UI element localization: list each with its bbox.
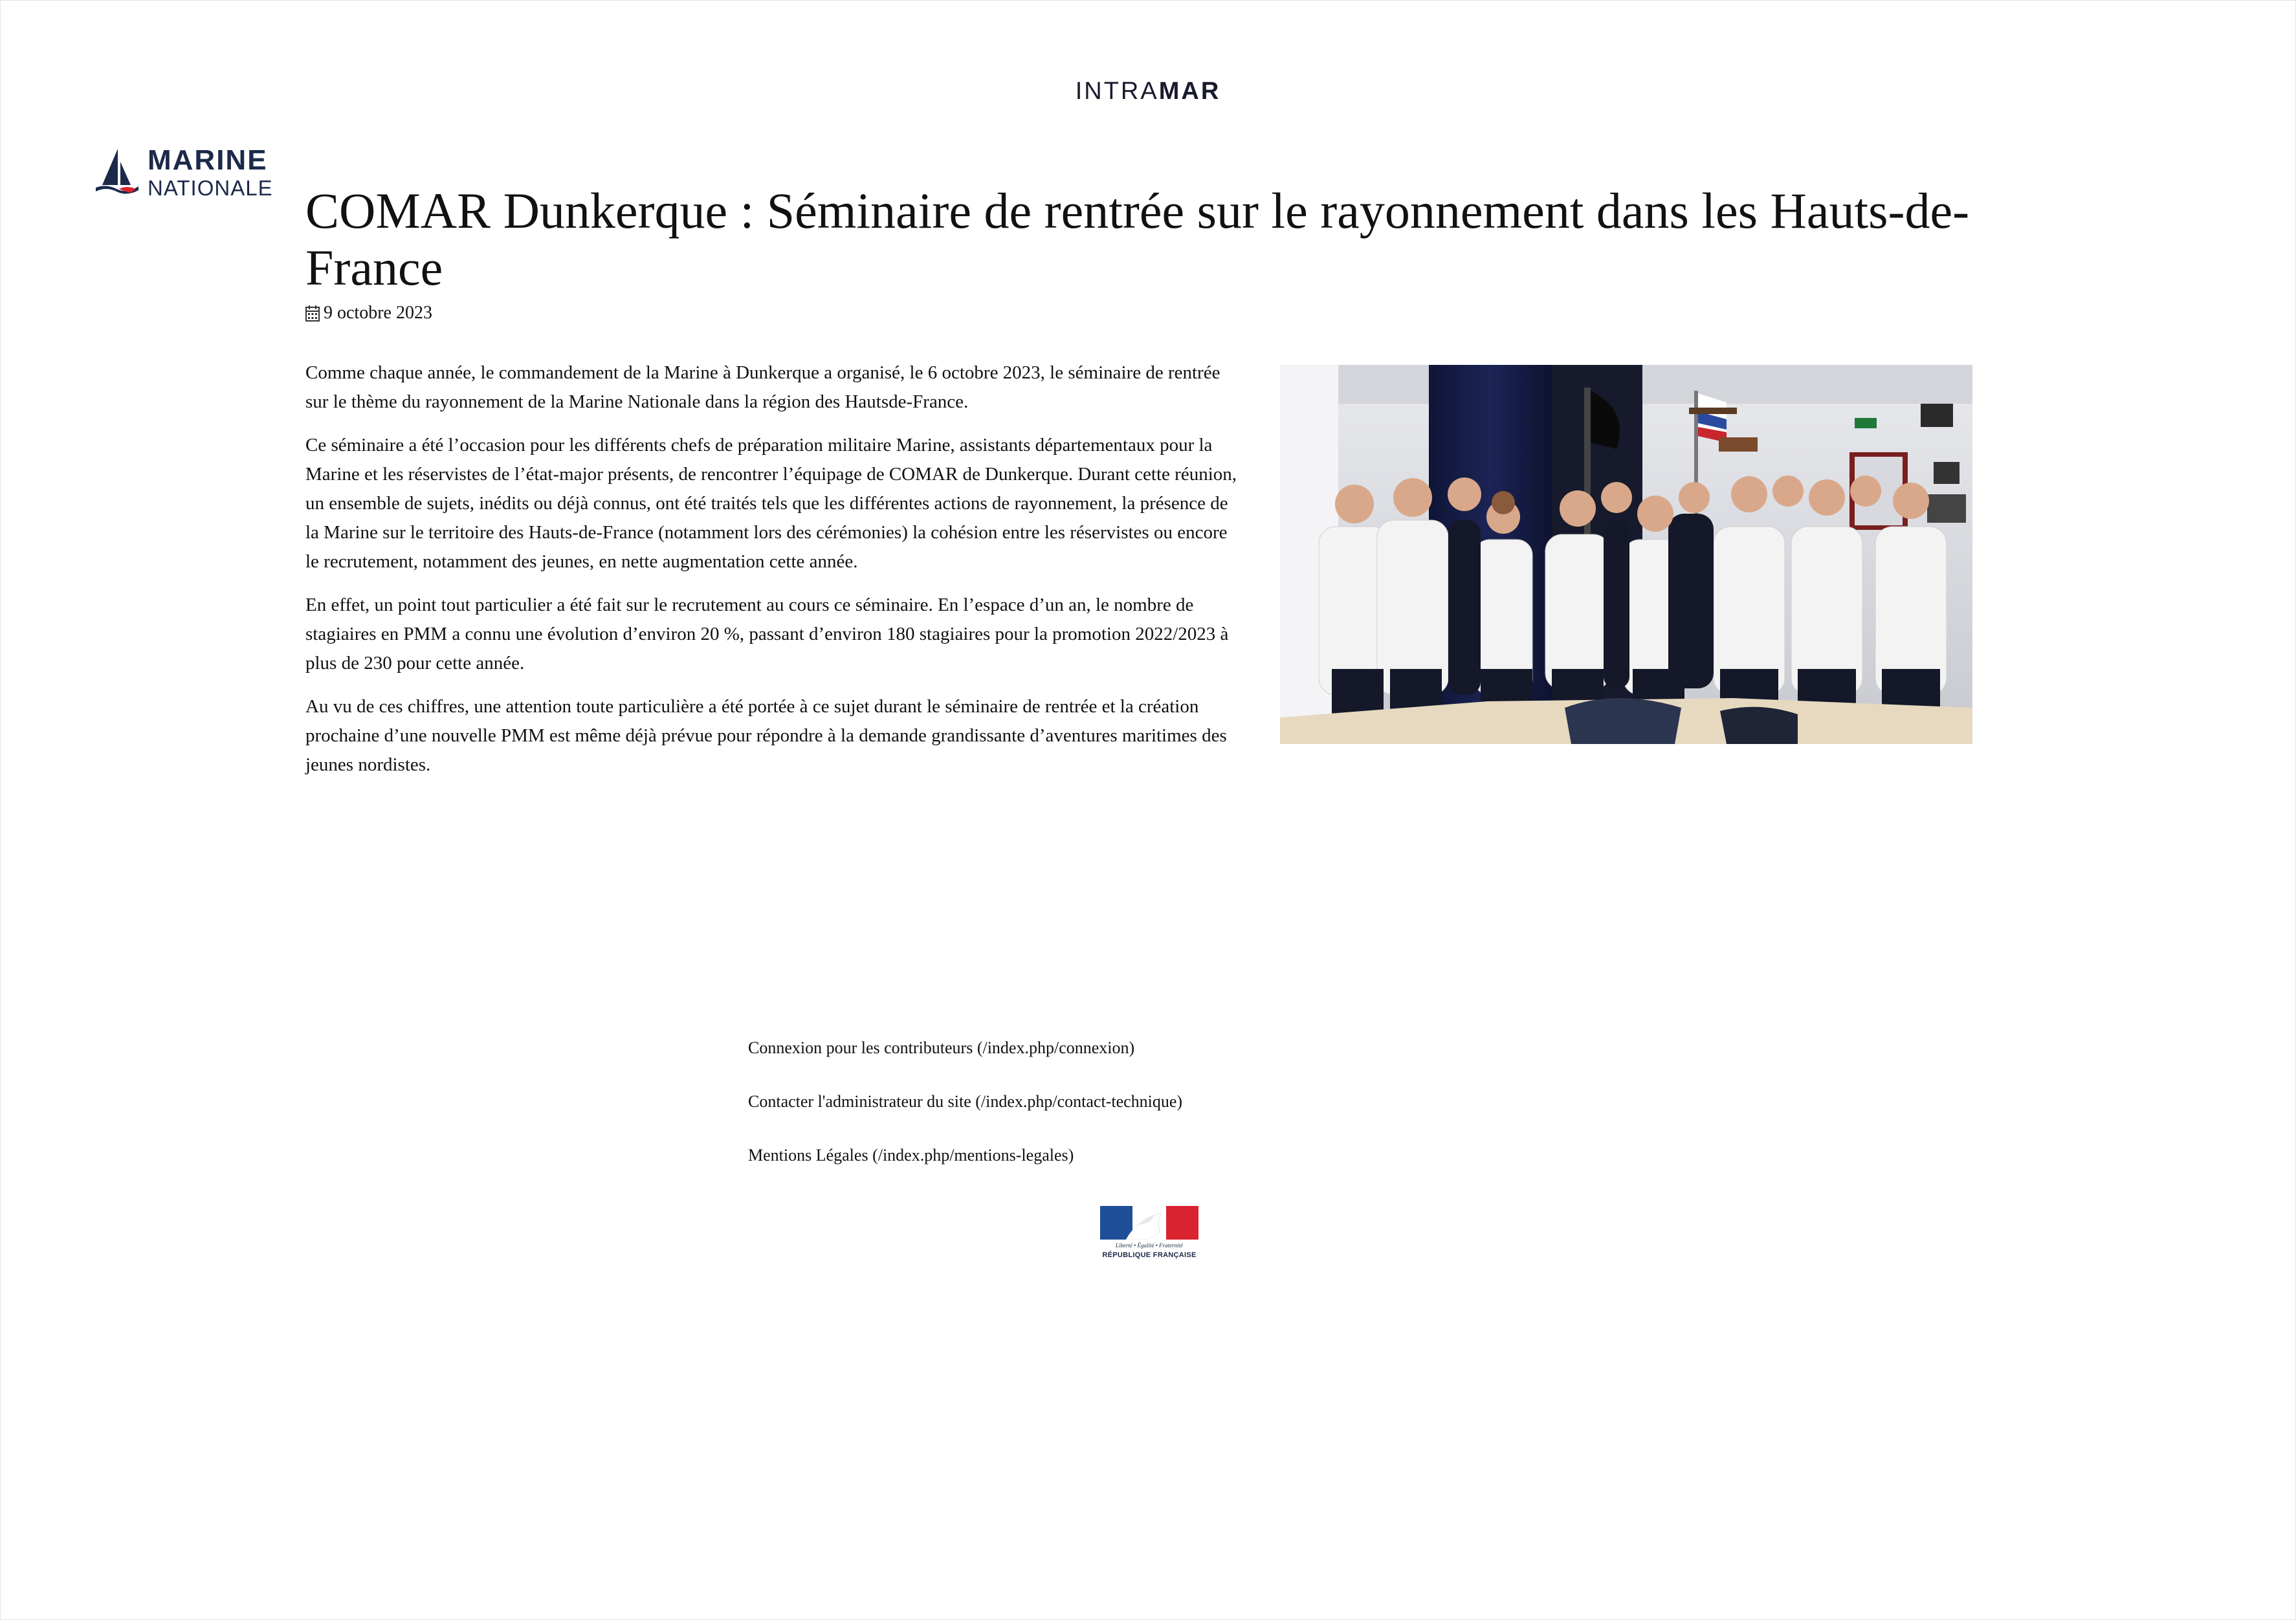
site-title[interactable] — [0, 78, 2296, 105]
site-title-bold: MAR — [1158, 78, 1221, 105]
article-paragraph: Ce séminaire a été l’occasion pour les différents chefs de préparation militaire Marine, assistants départementaux pour la Marine et les réservistes de l’état-major présents, de rencontrer l’équipage de COMAR de Dunkerque. Durant cette réunion, un ensemble de sujets, inédits ou déjà connus, ont été traités tels que les différentes actions de rayonnement, la présence de la Marine sur le territoire des Hauts-de-France (notamment lors des cérémonies) la cohésion entre les réservistes ou encore le recrutement, notamment des jeunes, en nette augmentation cette année. — [305, 435, 1237, 572]
republique-francaise-logo — [1100, 1206, 1198, 1264]
article-date — [305, 303, 432, 323]
article-paragraph: En effet, un point tout particulier a été fait sur le recrutement au cours ce séminaire. En l’espace d’un an, le nombre de stagiaires en PMM a connu une évolution d’environ 20 %, passant d’environ 180 stagiaires pour la promotion 2022/2023 à plus de 230 pour cette année. — [305, 595, 1229, 673]
article-title: COMAR Dunkerque : Séminaire de rentrée sur le rayonnement dans les Hauts-de-France — [305, 182, 1970, 296]
marianne-motto: Liberté • Égalité • Fraternité — [1115, 1242, 1184, 1249]
calendar-icon — [305, 305, 320, 322]
article-body — [305, 358, 1244, 794]
article-date-text: 9 octobre 2023 — [324, 303, 432, 323]
footer-links — [748, 1039, 1182, 1200]
marianne-icon — [1100, 1206, 1198, 1240]
site-title-light: INTRA — [1075, 78, 1159, 105]
logo-line-1: MARINE — [148, 144, 268, 176]
sailboat-icon — [93, 149, 141, 195]
article-paragraph: Comme chaque année, le commandement de la Marine à Dunkerque a organisé, le 6 octobre 2023, le séminaire de rentrée sur le thème du rayonnement de la Marine Nationale dans la région des Hautsde-France. — [305, 362, 1220, 412]
logo-line-2: NATIONALE — [148, 176, 273, 200]
article-paragraph: Au vu de ces chiffres, une attention toute particulière a été portée à ce sujet durant le séminaire de rentrée et la création prochaine d’une nouvelle PMM est même déjà prévue pour répondre à la demande grandissante d’aventures maritimes des jeunes nordistes. — [305, 696, 1227, 775]
footer-link-contact[interactable]: Contacter l'administrateur du site (/index.php/contact-technique) — [748, 1092, 1183, 1111]
marine-nationale-logo[interactable] — [93, 144, 273, 200]
marianne-republique: RÉPUBLIQUE FRANÇAISE — [1102, 1251, 1197, 1259]
footer-link-connexion[interactable]: Connexion pour les contributeurs (/index.php/connexion) — [748, 1038, 1135, 1057]
article-photo — [1280, 365, 1972, 744]
footer-link-mentions[interactable]: Mentions Légales (/index.php/mentions-legales) — [748, 1146, 1074, 1165]
